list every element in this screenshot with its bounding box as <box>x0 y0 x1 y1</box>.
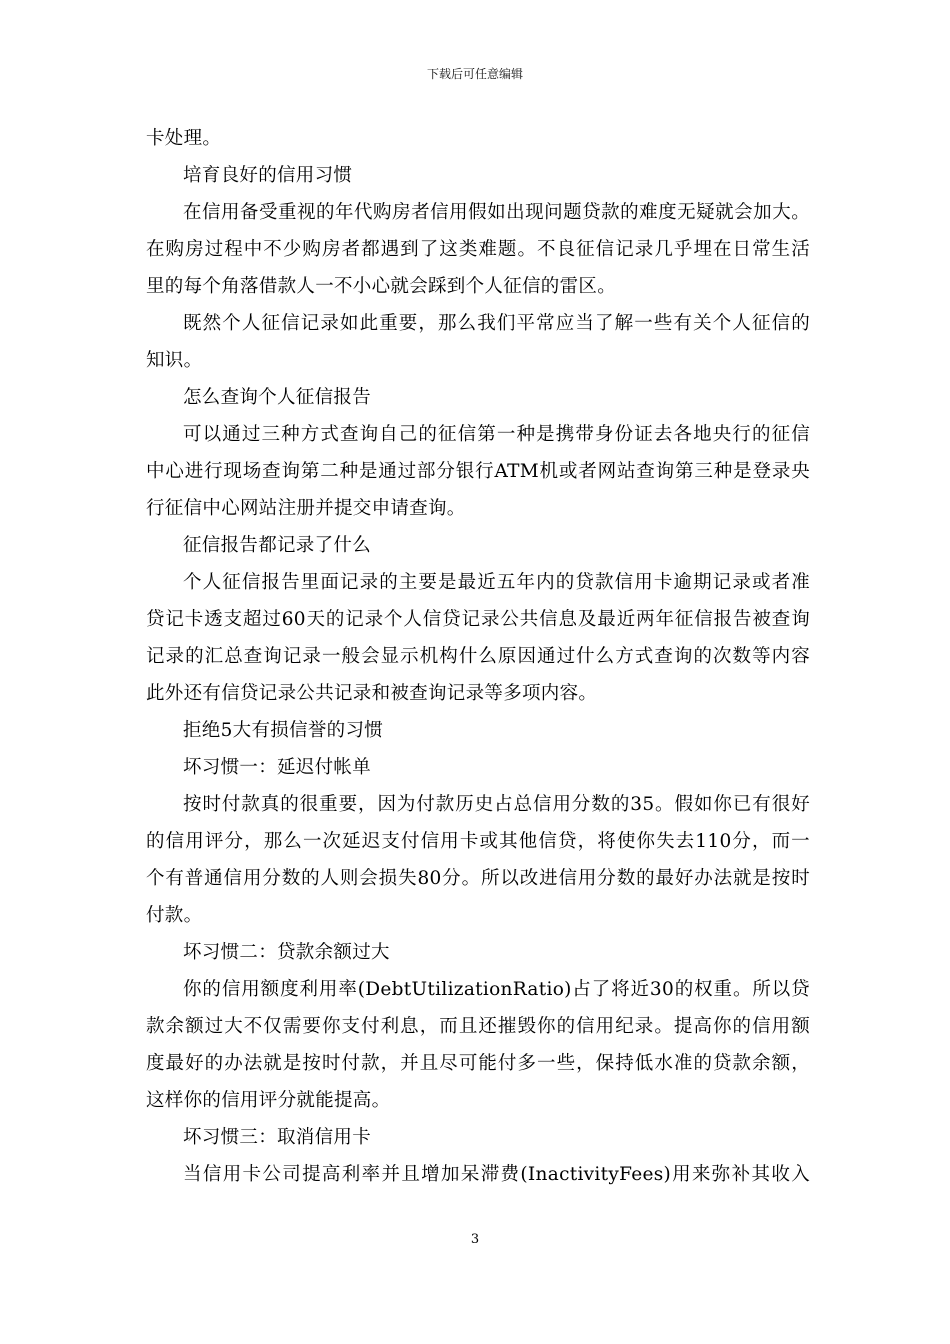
text-line: 当信用卡公司提高利率并且增加呆滞费(InactivityFees)用来弥补其收入 <box>183 1164 810 1185</box>
text-line: 坏习惯三：取消信用卡 <box>183 1127 372 1148</box>
text-line: 在信用备受重视的年代购房者信用假如出现问题贷款的难度无疑就会加大。 <box>183 202 810 223</box>
text-line: 记录的汇总查询记录一般会显示机构什么原因通过什么方式查询的次数等内容 <box>146 646 810 667</box>
text-line: 的信用评分，那么一次延迟支付信用卡或其他信贷，将使你失去110分，而一 <box>146 831 810 852</box>
text-line: 这样你的信用评分就能提高。 <box>146 1090 391 1111</box>
text-line: 行征信中心网站注册并提交申请查询。 <box>146 498 466 519</box>
text-line: 可以通过三种方式查询自己的征信第一种是携带身份证去各地央行的征信 <box>183 424 810 445</box>
text-line: 坏习惯一：延迟付帐单 <box>183 757 372 778</box>
text-line: 拒绝5大有损信誉的习惯 <box>183 720 384 741</box>
text-line: 里的每个角落借款人一不小心就会踩到个人征信的雷区。 <box>146 276 617 297</box>
text-line: 贷记卡透支超过60天的记录个人信贷记录公共信息及最近两年征信报告被查询 <box>146 609 810 630</box>
document-body <box>146 120 810 1193</box>
page-number: 3 <box>470 1232 480 1247</box>
text-line: 按时付款真的很重要，因为付款历史占总信用分数的35。假如你已有很好 <box>183 794 810 815</box>
text-line: 款余额过大不仅需要你支付利息，而且还摧毁你的信用纪录。提高你的信用额 <box>146 1016 810 1037</box>
page-header: 下载后可任意编辑 <box>426 67 523 81</box>
text-line: 坏习惯二：贷款余额过大 <box>183 942 390 963</box>
text-line: 你的信用额度利用率(DebtUtilizationRatio)占了将近30的权重。所以贷 <box>183 979 810 1000</box>
text-line: 怎么查询个人征信报告 <box>183 387 372 408</box>
text-line: 在购房过程中不少购房者都遇到了这类难题。不良征信记录几乎埋在日常生活 <box>146 239 810 260</box>
text-line: 个有普通信用分数的人则会损失80分。所以改进信用分数的最好办法就是按时 <box>146 868 810 889</box>
text-line: 个人征信报告里面记录的主要是最近五年内的贷款信用卡逾期记录或者准 <box>183 572 810 593</box>
text-line: 卡处理。 <box>146 128 222 149</box>
text-line: 度最好的办法就是按时付款，并且尽可能付多一些，保持低水准的贷款余额， <box>146 1053 810 1074</box>
text-line: 中心进行现场查询第二种是通过部分银行ATM机或者网站查询第三种是登录央 <box>146 461 810 482</box>
text-line: 付款。 <box>146 905 203 926</box>
text-line: 此外还有信贷记录公共记录和被查询记录等多项内容。 <box>146 683 598 704</box>
text-line: 既然个人征信记录如此重要，那么我们平常应当了解一些有关个人征信的 <box>183 313 810 334</box>
text-line: 知识。 <box>146 350 203 371</box>
text-line: 征信报告都记录了什么 <box>183 535 372 556</box>
text-line: 培育良好的信用习惯 <box>183 165 353 186</box>
